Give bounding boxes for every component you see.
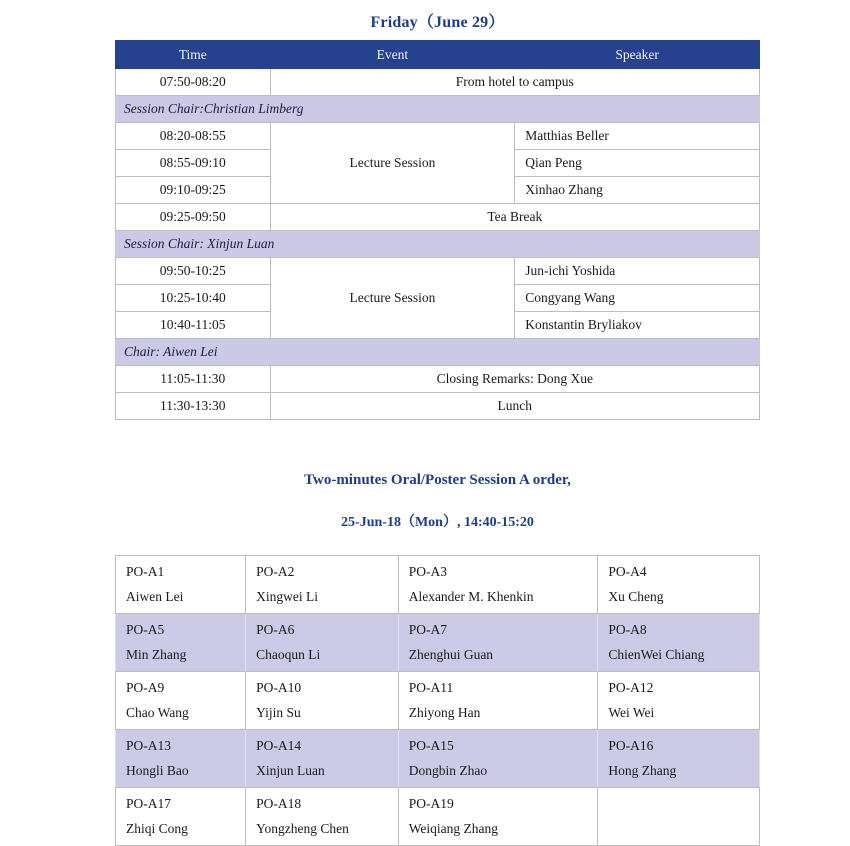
poster-cell bbox=[116, 672, 246, 730]
chair-row bbox=[116, 231, 760, 258]
poster-code: PO-A2 bbox=[256, 564, 295, 579]
poster-code: PO-A15 bbox=[408, 738, 454, 753]
merged-event-cell: Tea Break bbox=[270, 204, 759, 231]
poster-presenter: Zhenghui Guan bbox=[408, 647, 494, 662]
schedule-row bbox=[116, 69, 760, 96]
time-cell: 09:10-09:25 bbox=[116, 177, 271, 204]
chair-label: Session Chair: Xinjun Luan bbox=[116, 231, 760, 258]
chair-label: Session Chair:Christian Limberg bbox=[116, 96, 760, 123]
poster-presenter: Aiwen Lei bbox=[126, 589, 184, 604]
poster-row bbox=[116, 730, 760, 788]
event-cell: Lecture Session bbox=[270, 123, 515, 204]
poster-code: PO-A4 bbox=[608, 564, 647, 579]
poster-cell bbox=[398, 730, 598, 788]
time-cell: 08:20-08:55 bbox=[116, 123, 271, 150]
poster-presenter: Xingwei Li bbox=[256, 589, 318, 604]
poster-presenter: Wei Wei bbox=[608, 705, 655, 720]
poster-row bbox=[116, 556, 760, 614]
poster-code: PO-A19 bbox=[408, 796, 454, 811]
poster-cell bbox=[398, 614, 598, 672]
poster-row bbox=[116, 672, 760, 730]
poster-presenter: Zhiyong Han bbox=[408, 705, 481, 720]
poster-presenter: ChienWei Chiang bbox=[608, 647, 705, 662]
speaker-cell: Jun-ichi Yoshida bbox=[515, 258, 760, 285]
poster-presenter: Yongzheng Chen bbox=[256, 821, 349, 836]
time-cell: 10:40-11:05 bbox=[116, 312, 271, 339]
poster-row bbox=[116, 614, 760, 672]
schedule-row bbox=[116, 393, 760, 420]
schedule-row bbox=[116, 204, 760, 231]
header-cell-event: Event bbox=[270, 41, 515, 69]
time-cell: 08:55-09:10 bbox=[116, 150, 271, 177]
poster-section-title: Two-minutes Oral/Poster Session A order, bbox=[304, 472, 571, 488]
speaker-cell: Xinhao Zhang bbox=[515, 177, 760, 204]
header-cell-time: Time bbox=[116, 41, 271, 69]
page-title: Friday（June 29） bbox=[370, 14, 505, 31]
poster-code: PO-A16 bbox=[608, 738, 654, 753]
poster-cell bbox=[398, 788, 598, 846]
poster-cell bbox=[398, 672, 598, 730]
poster-cell bbox=[116, 556, 246, 614]
time-cell: 11:05-11:30 bbox=[116, 366, 271, 393]
poster-presenter: Chao Wang bbox=[126, 705, 189, 720]
poster-cell bbox=[246, 556, 399, 614]
speaker-cell: Konstantin Bryliakov bbox=[515, 312, 760, 339]
poster-code: PO-A13 bbox=[126, 738, 172, 753]
schedule-row bbox=[116, 123, 760, 150]
event-cell: Lecture Session bbox=[270, 258, 515, 339]
poster-code: PO-A3 bbox=[408, 564, 447, 579]
time-cell: 10:25-10:40 bbox=[116, 285, 271, 312]
poster-cell bbox=[398, 556, 598, 614]
content-column bbox=[115, 0, 760, 846]
poster-row bbox=[116, 788, 760, 846]
poster-session-datetime: 25-Jun-18（Mon）, 14:40-15:20 bbox=[341, 515, 534, 530]
poster-presenter: Xu Cheng bbox=[608, 589, 664, 604]
merged-event-cell: Closing Remarks: Dong Xue bbox=[270, 366, 759, 393]
poster-presenter: Chaoqun Li bbox=[256, 647, 321, 662]
poster-presenter: Yijin Su bbox=[256, 705, 301, 720]
poster-cell bbox=[246, 788, 399, 846]
poster-cell bbox=[246, 614, 399, 672]
speaker-cell: Congyang Wang bbox=[515, 285, 760, 312]
poster-code: PO-A9 bbox=[126, 680, 165, 695]
poster-code: PO-A6 bbox=[256, 622, 295, 637]
schedule-table bbox=[115, 40, 760, 420]
poster-presenter: Xinjun Luan bbox=[256, 763, 325, 778]
poster-presenter: Weiqiang Zhang bbox=[408, 821, 498, 836]
poster-code: PO-A1 bbox=[126, 564, 165, 579]
speaker-cell: Qian Peng bbox=[515, 150, 760, 177]
poster-table bbox=[115, 555, 760, 846]
chair-row bbox=[116, 96, 760, 123]
speaker-cell: Matthias Beller bbox=[515, 123, 760, 150]
schedule-row bbox=[116, 366, 760, 393]
poster-presenter: Alexander M. Khenkin bbox=[408, 589, 534, 604]
poster-code: PO-A18 bbox=[256, 796, 302, 811]
poster-cell bbox=[598, 730, 760, 788]
poster-code: PO-A7 bbox=[408, 622, 447, 637]
poster-code: PO-A11 bbox=[408, 680, 454, 695]
time-cell: 07:50-08:20 bbox=[116, 69, 271, 96]
poster-presenter: Hong Zhang bbox=[608, 763, 677, 778]
poster-code: PO-A12 bbox=[608, 680, 654, 695]
poster-cell bbox=[116, 788, 246, 846]
poster-code: PO-A8 bbox=[608, 622, 647, 637]
poster-cell bbox=[246, 730, 399, 788]
poster-cell bbox=[116, 614, 246, 672]
poster-code: PO-A14 bbox=[256, 738, 302, 753]
poster-cell bbox=[246, 672, 399, 730]
poster-cell bbox=[116, 730, 246, 788]
time-cell: 09:25-09:50 bbox=[116, 204, 271, 231]
poster-presenter: Hongli Bao bbox=[126, 763, 189, 778]
chair-row bbox=[116, 339, 760, 366]
merged-event-cell: From hotel to campus bbox=[270, 69, 759, 96]
poster-cell bbox=[598, 672, 760, 730]
merged-event-cell: Lunch bbox=[270, 393, 759, 420]
header-cell-speaker: Speaker bbox=[515, 41, 760, 69]
schedule-header-row bbox=[116, 41, 760, 69]
poster-presenter: Min Zhang bbox=[126, 647, 187, 662]
poster-code: PO-A17 bbox=[126, 796, 172, 811]
poster-code: PO-A5 bbox=[126, 622, 165, 637]
poster-cell-empty bbox=[598, 788, 760, 846]
time-cell: 11:30-13:30 bbox=[116, 393, 271, 420]
poster-cell bbox=[598, 556, 760, 614]
chair-label: Chair: Aiwen Lei bbox=[116, 339, 760, 366]
poster-presenter: Zhiqi Cong bbox=[126, 821, 188, 836]
poster-cell bbox=[598, 614, 760, 672]
time-cell: 09:50-10:25 bbox=[116, 258, 271, 285]
schedule-row bbox=[116, 258, 760, 285]
poster-presenter: Dongbin Zhao bbox=[408, 763, 488, 778]
poster-code: PO-A10 bbox=[256, 680, 302, 695]
